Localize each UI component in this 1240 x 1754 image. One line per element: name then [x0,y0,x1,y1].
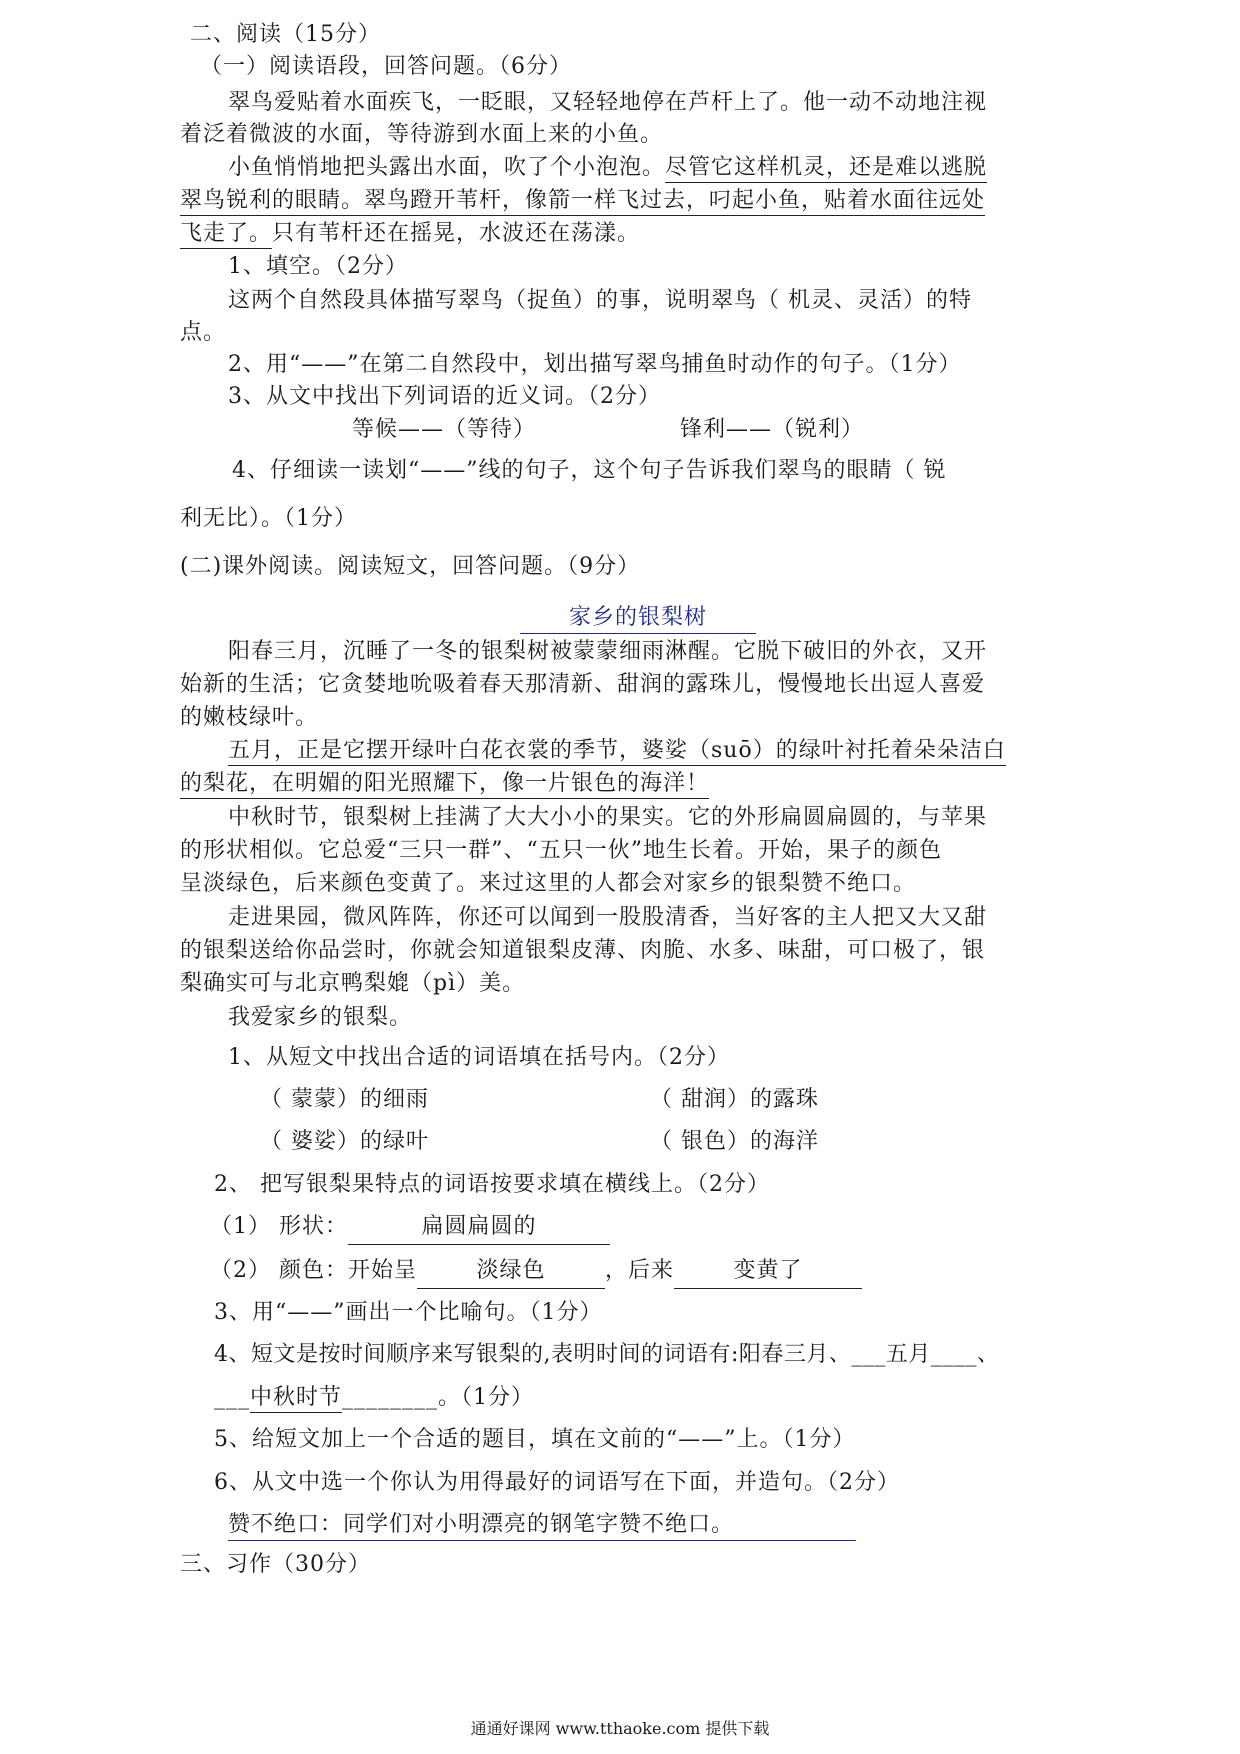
p2-question-5: 5、给短文加上一个合适的题目，填在文前的“——”上。（1分） [214,1427,856,1452]
time-answer: 中秋时节 [250,1385,342,1413]
article-line: 的嫩枝绿叶。 [180,705,319,730]
p2-question-1-heading: 1、从短文中找出合适的词语填在括号内。（2分） [228,1045,730,1070]
underlined-sentence: 飞走了。 [180,221,272,249]
plain-text: 小鱼悄悄地把头露出水面，吹了个小泡泡。 [228,155,666,180]
part2-heading: (二)课外阅读。阅读短文，回答问题。（9分） [180,554,641,579]
blank-post: ________。（1分） [342,1385,535,1410]
underlined-sentence: 尽管它这样机灵，还是难以逃脱 [665,155,987,183]
p2-q2-color [210,1256,862,1289]
article-line [228,736,1006,766]
p2-q1-answer: （ 甜润）的露珠 [650,1087,819,1112]
article-line [180,769,709,799]
color-answer-2: 变黄了 [674,1256,862,1289]
article-line: 中秋时节，银梨树上挂满了大大小小的果实。它的外形扁圆扁圆的，与苹果 [228,805,988,830]
article-line: 始新的生活；它贪婪地吮吸着春天那清新、甜润的露珠儿，慢慢地长出逗人喜爱 [180,672,986,697]
p2-question-3: 3、用“——”画出一个比喻句。（1分） [214,1300,603,1325]
p2-question-4-line [214,1383,534,1413]
article-line: 呈淡绿色，后来颜色变黄了。来过这里的人都会对家乡的银梨赞不绝口。 [180,871,917,896]
article-line: 我爱家乡的银梨。 [228,1005,413,1030]
color-answer-1: 淡绿色 [417,1256,605,1289]
question-3-heading: 3、从文中找出下列词语的近义词。（2分） [228,384,661,409]
p2-question-6: 6、从文中选一个你认为用得最好的词语写在下面，并造句。（2分） [214,1470,900,1495]
p2-question-2-heading: 2、 把写银梨果特点的词语按要求填在横线上。（2分） [214,1172,770,1197]
underlined-metaphor: 的梨花，在明媚的阳光照耀下，像一片银色的海洋！ [180,771,709,799]
synonym-2: 锋利——（锐利） [680,417,865,442]
synonym-1: 等候——（等待） [352,417,537,442]
passage1-line [228,153,987,183]
question-4-line: 4、仔细读一读划“——”线的句子，这个句子告诉我们翠鸟的眼睛（ 锐 [232,458,947,483]
p2-q1-answer: （ 婆娑）的绿叶 [260,1129,429,1154]
shape-label: （1） 形状： [210,1214,348,1239]
passage1-line [180,186,985,216]
article-title: 家乡的银梨树 [520,603,756,634]
part1-heading: （一）阅读语段，回答问题。（6分） [200,54,572,79]
question-1-line: 点。 [180,320,227,345]
shape-answer: 扁圆扁圆的 [348,1212,610,1245]
article-line: 阳春三月，沉睡了一冬的银梨树被蒙蒙细雨淋醒。它脱下破旧的外衣，又开 [228,639,988,664]
article-line: 走进果园，微风阵阵，你还可以闻到一股股清香，当好客的主人把又大又甜 [228,905,988,930]
color-label: （2） 颜色：开始呈 [210,1258,417,1283]
section-3-heading: 三、习作（30分） [180,1552,371,1577]
article-line: 梨确实可与北京鸭梨媲（pì）美。 [180,971,526,996]
question-1-line: 这两个自然段具体描写翠鸟（捉鱼）的事，说明翠鸟（ 机灵、灵活）的特 [228,288,972,313]
color-mid: ，后来 [605,1258,675,1283]
p2-q1-answer: （ 银色）的海洋 [650,1129,819,1154]
passage1-line: 翠鸟爱贴着水面疾飞，一眨眼，又轻轻地停在芦杆上了。他一动不动地注视 [228,90,988,115]
question-1-heading: 1、填空。（2分） [228,254,408,279]
question-4-line: 利无比）。（1分） [180,506,357,531]
underlined-metaphor: 五月，正是它摆开绿叶白花衣裳的季节，婆娑（suō）的绿叶衬托着朵朵洁白 [228,738,1006,766]
underlined-sentence: 翠鸟锐利的眼睛。翠鸟蹬开苇杆，像箭一样飞过去，叼起小鱼，贴着水面往远处 [180,188,985,216]
page-footer: 通通好课网 www.tthaoke.com 提供下载 [470,1719,770,1738]
p2-q6-answer [228,1510,856,1541]
article-line: 的形状相似。它总爱“三只一群”、“五只一伙”地生长着。开始，果子的颜色 [180,838,942,863]
p2-q1-answer: （ 蒙蒙）的细雨 [260,1087,429,1112]
p2-question-4-line: 4、短文是按时间顺序来写银梨的,表明时间的词语有:阳春三月、___五月____、 [214,1342,1000,1367]
article-line: 的银梨送给你品尝时，你就会知道银梨皮薄、肉脆、水多、味甜，可口极了，银 [180,938,986,963]
question-2: 2、用“——”在第二自然段中，划出描写翠鸟捕鱼时动作的句子。（1分） [228,352,962,377]
p2-q2-shape [210,1212,610,1245]
passage1-line [180,219,640,249]
plain-text: 只有苇杆还在摇晃，水波还在荡漾。 [272,221,641,246]
section-2-heading: 二、阅读（15分） [190,22,381,47]
blank-pre: ___ [214,1385,250,1410]
sentence-answer: 赞不绝口：同学们对小明漂亮的钢笔字赞不绝口。 [228,1510,856,1541]
passage1-line: 着泛着微波的水面，等待游到水面上来的小鱼。 [180,122,664,147]
